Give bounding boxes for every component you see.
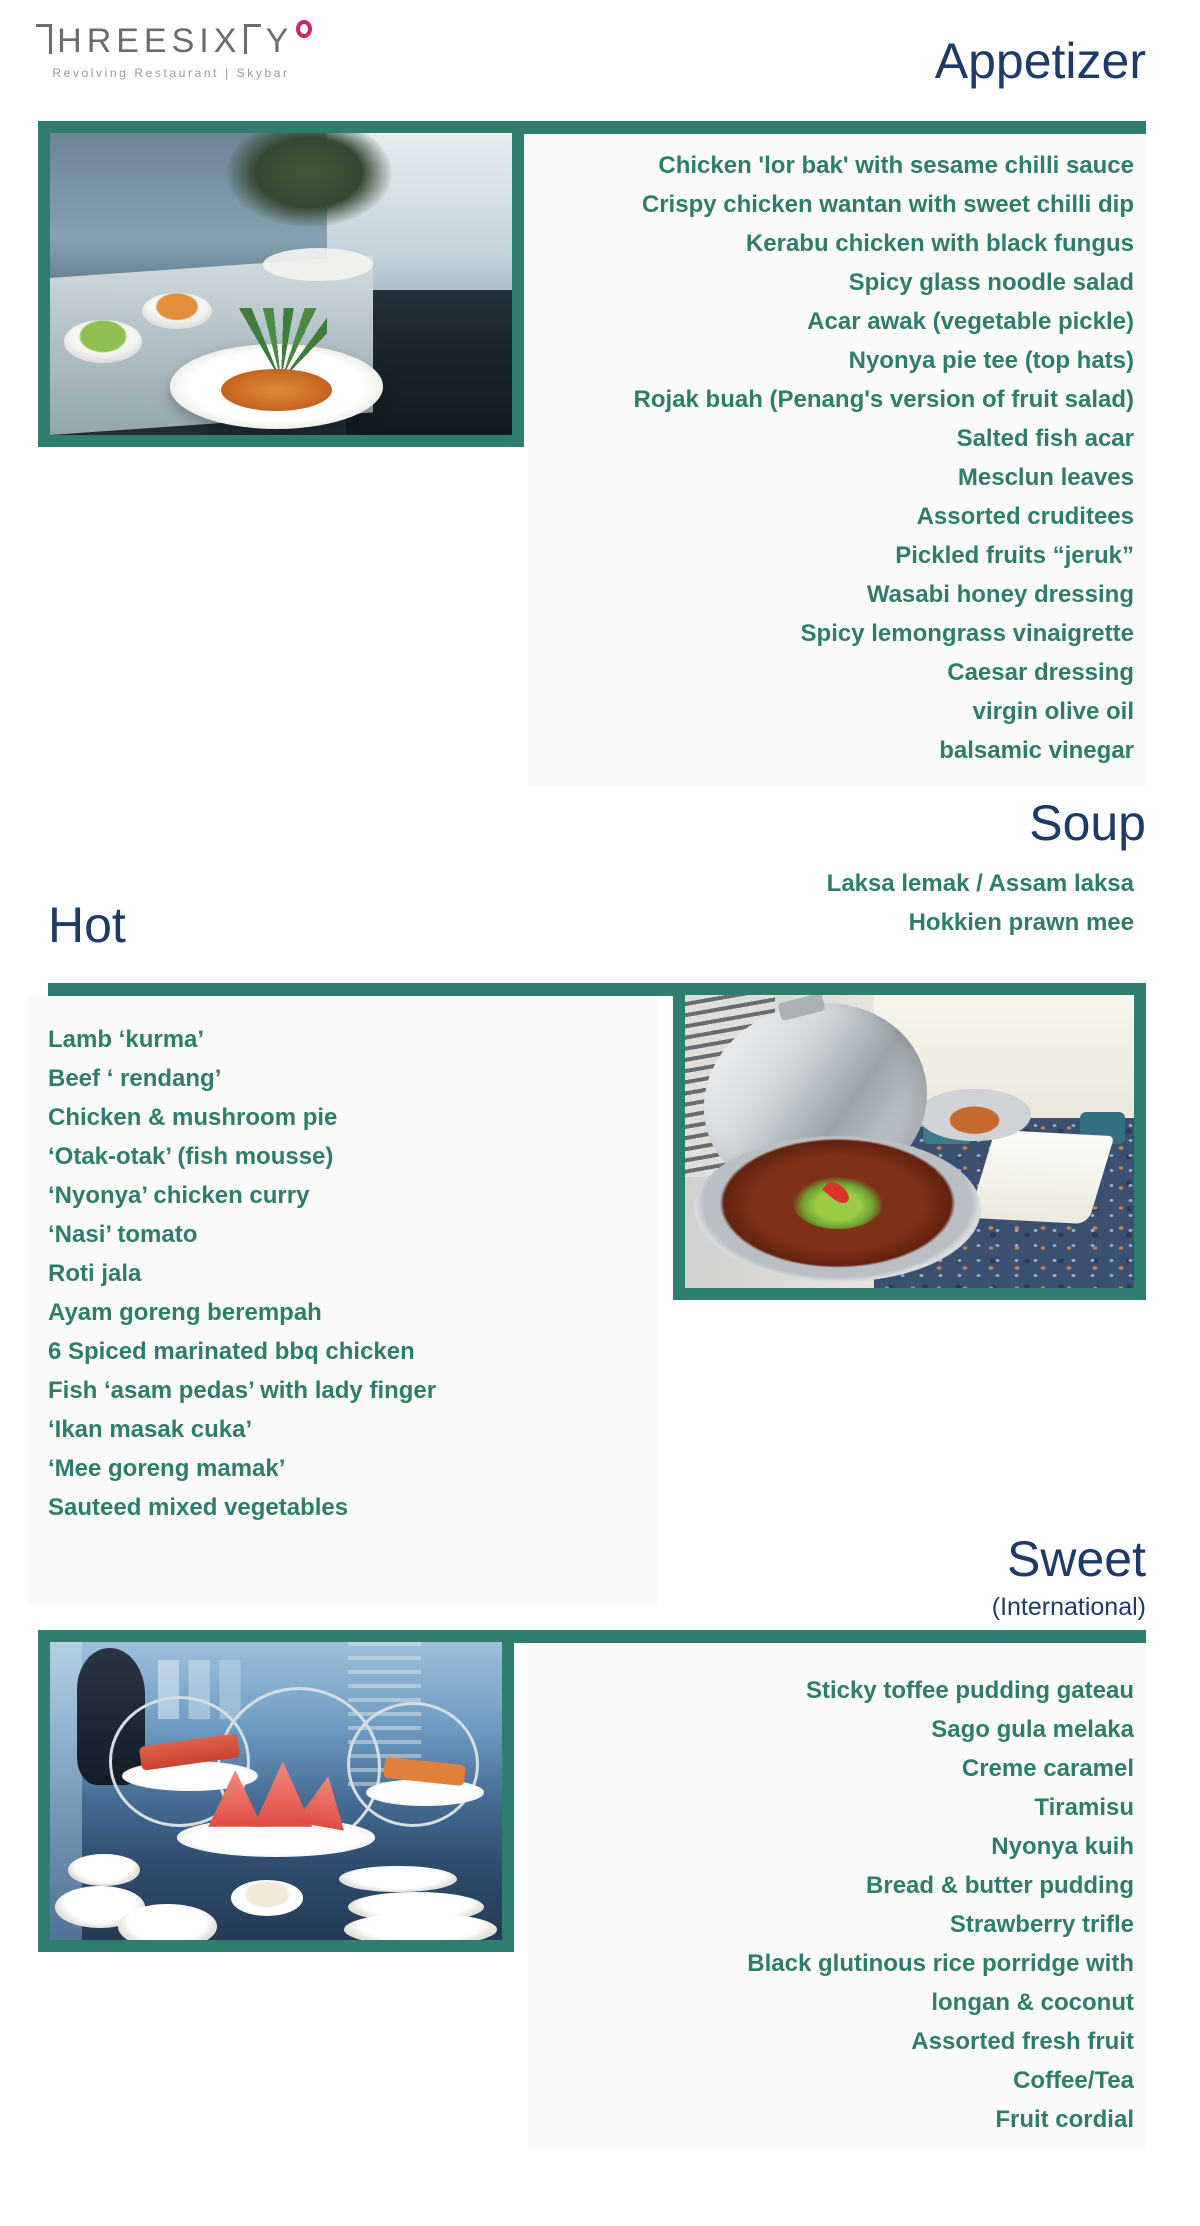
- appetizer-photo-frame: [38, 121, 524, 447]
- menu-item: Spicy glass noodle salad: [848, 269, 1134, 296]
- back-dish-shape: [263, 248, 374, 281]
- menu-item: Chicken & mushroom pie: [48, 1104, 338, 1131]
- chafing-dish-photo: [685, 995, 1134, 1288]
- menu-item: Spicy lemongrass vinaigrette: [800, 620, 1134, 647]
- white-bowl-shape: [68, 1854, 140, 1887]
- menu-item: Nyonya pie tee (top hats): [848, 347, 1134, 374]
- sweet-heading: Sweet: [1007, 1531, 1146, 1587]
- menu-item: Nyonya kuih: [991, 1833, 1134, 1860]
- menu-item: Sauteed mixed vegetables: [48, 1494, 349, 1521]
- plate-stack-shape: [344, 1913, 498, 1940]
- menu-item: Fish ‘asam pedas’ with lady finger: [48, 1377, 437, 1404]
- menu-item: Mesclun leaves: [957, 464, 1134, 491]
- hot-heading: Hot: [48, 897, 126, 953]
- logo-degree-icon: [296, 20, 312, 38]
- menu-item: 6 Spiced marinated bbq chicken: [48, 1338, 415, 1365]
- hot-list: [28, 996, 658, 1604]
- menu-item: Wasabi honey dressing: [866, 581, 1134, 608]
- menu-item: Beef ‘ rendang’: [48, 1065, 222, 1092]
- menu-item: Strawberry trifle: [949, 1911, 1134, 1938]
- menu-item: Hokkien prawn mee: [908, 909, 1134, 936]
- menu-item: ‘Nasi’ tomato: [48, 1221, 198, 1248]
- menu-item: ‘Nyonya’ chicken curry: [48, 1182, 310, 1209]
- appetizer-heading: Appetizer: [934, 33, 1146, 89]
- menu-item: Lamb ‘kurma’: [48, 1026, 205, 1053]
- fruit-plate-shape: [366, 1779, 484, 1806]
- menu-item: Assorted cruditees: [916, 503, 1134, 530]
- soup-heading: Soup: [1029, 795, 1146, 851]
- sweet-photo-frame: [38, 1630, 514, 1952]
- menu-item: Fruit cordial: [995, 2106, 1134, 2133]
- hot-photo-frame: [673, 983, 1146, 1300]
- menu-item: balsamic vinegar: [939, 737, 1134, 764]
- menu-item: Acar awak (vegetable pickle): [807, 308, 1134, 335]
- soup-list: [827, 864, 1134, 942]
- pudding-plate-shape: [231, 1880, 303, 1916]
- logo-tagline: Revolving Restaurant | Skybar: [52, 66, 290, 80]
- menu-item: Ayam goreng berempah: [48, 1299, 322, 1326]
- logo-wordmark: [36, 24, 312, 58]
- menu-item: Black glutinous rice porridge with: [747, 1950, 1134, 1977]
- menu-item: Sticky toffee pudding gateau: [805, 1677, 1134, 1704]
- logo-stylized-t-icon: [36, 24, 52, 54]
- logo-letter-y: Y: [265, 22, 294, 60]
- menu-item: Rojak buah (Penang's version of fruit salad): [633, 386, 1134, 413]
- menu-item: Caesar dressing: [947, 659, 1134, 686]
- menu-item: ‘Ikan masak cuka’: [48, 1416, 253, 1443]
- white-bowl-shape: [118, 1904, 217, 1940]
- plate-stack-shape: [339, 1866, 457, 1893]
- restaurant-logo: [36, 24, 312, 80]
- menu-item: Coffee/Tea: [1013, 2067, 1134, 2094]
- sweet-subtitle: (International): [991, 1593, 1146, 1621]
- menu-item: Assorted fresh fruit: [911, 2028, 1134, 2055]
- logo-letters-hree: HREE: [57, 22, 172, 60]
- sweet-list: [528, 1643, 1146, 2148]
- menu-item: virgin olive oil: [972, 698, 1134, 725]
- menu-item: ‘Otak-otak’ (fish mousse): [48, 1143, 334, 1170]
- appetizer-list: [528, 134, 1146, 786]
- logo-letters-six: SIX: [171, 22, 242, 60]
- menu-item: Tiramisu: [1034, 1794, 1134, 1821]
- dessert-display-photo: [50, 1642, 502, 1940]
- menu-item: ‘Mee goreng mamak’: [48, 1455, 286, 1482]
- menu-item: Crispy chicken wantan with sweet chilli dip: [641, 191, 1134, 218]
- menu-item: Salted fish acar: [956, 425, 1134, 452]
- menu-item: Kerabu chicken with black fungus: [745, 230, 1134, 257]
- appetizer-food-shape: [221, 369, 332, 411]
- menu-item: Roti jala: [48, 1260, 142, 1287]
- menu-item: longan & coconut: [931, 1989, 1134, 2016]
- pickle-bowl-shape: [142, 293, 211, 329]
- menu-item: Pickled fruits “jeruk”: [895, 542, 1134, 569]
- menu-item: Creme caramel: [961, 1755, 1134, 1782]
- vegetable-bowl-shape: [64, 320, 143, 362]
- menu-item: Chicken 'lor bak' with sesame chilli sauce: [658, 152, 1134, 179]
- menu-item: Bread & butter pudding: [866, 1872, 1134, 1899]
- menu-item: Laksa lemak / Assam laksa: [826, 870, 1134, 897]
- second-chafing-dish-shape: [918, 1089, 1030, 1142]
- menu-item: Sago gula melaka: [931, 1716, 1134, 1743]
- appetizer-buffet-photo: [50, 133, 512, 435]
- logo-stylized-t-icon: [244, 24, 260, 54]
